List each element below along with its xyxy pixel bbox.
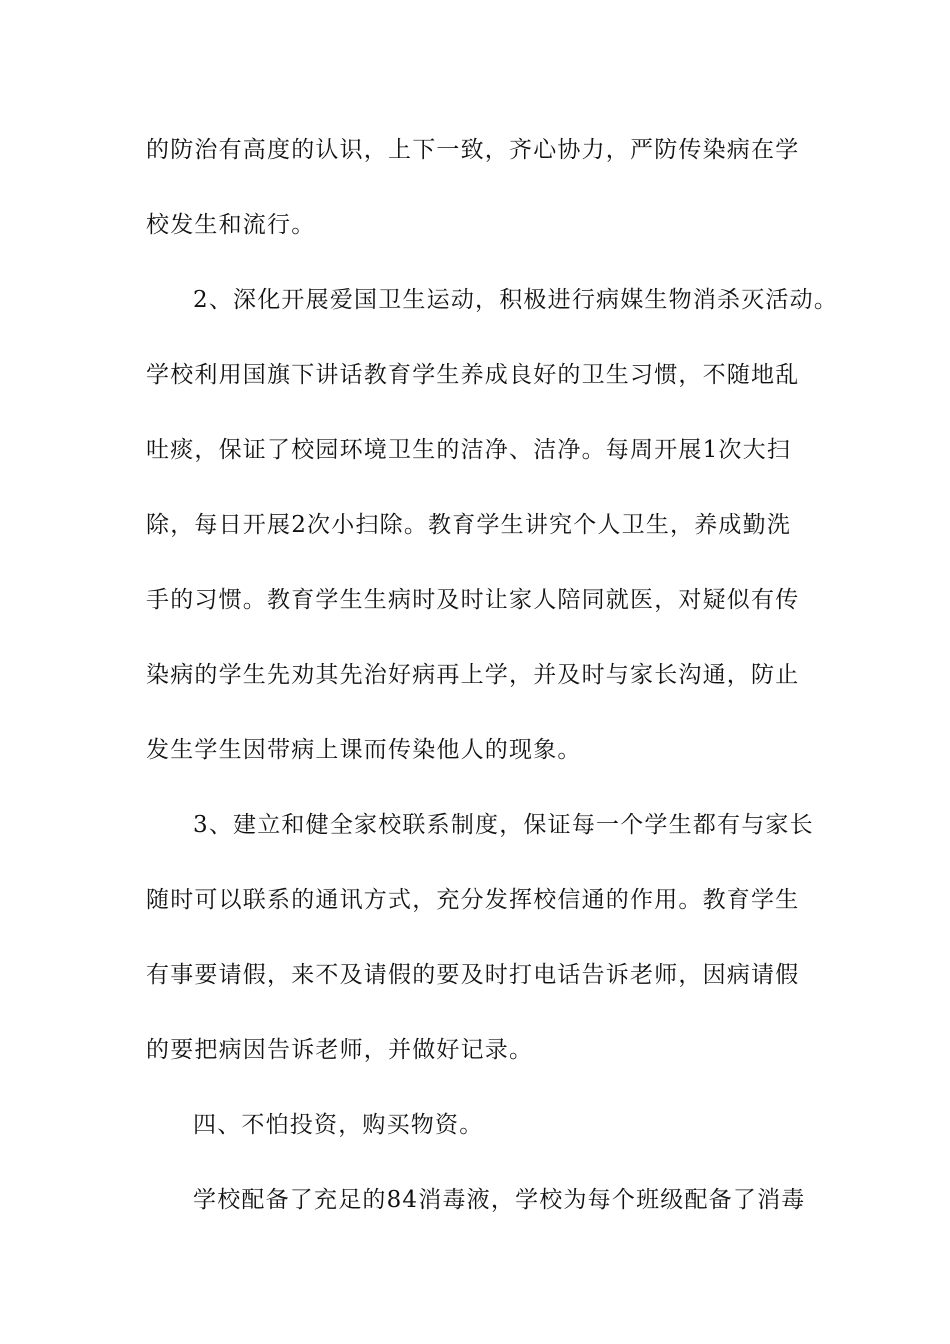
- text-line-4: 学校利用国旗下讲话教育学生养成良好的卫生习惯，不随地乱: [146, 362, 800, 388]
- text-line-12: 有事要请假，来不及请假的要及时打电话告诉老师，因病请假: [146, 962, 800, 988]
- paragraph-3-heading-line: 3、建立和健全家校联系制度，保证每一个学生都有与家长: [193, 812, 814, 838]
- text-line-6: 除，每日开展2次小扫除。教育学生讲究个人卫生，养成勤洗: [146, 512, 792, 538]
- text-line-1: 的防治有高度的认识，上下一致，齐心协力，严防传染病在学: [146, 137, 800, 163]
- text-line-13: 的要把病因告诉老师，并做好记录。: [146, 1037, 534, 1063]
- section-four-heading: 四、不怕投资，购买物资。: [193, 1112, 484, 1138]
- paragraph-2-heading-line: 2、深化开展爱国卫生运动，积极进行病媒生物消杀灭活动。: [193, 287, 839, 313]
- text-line-15: 学校配备了充足的84消毒液，学校为每个班级配备了消毒: [193, 1187, 806, 1213]
- text-line-8: 染病的学生先劝其先治好病再上学，并及时与家长沟通，防止: [146, 662, 800, 688]
- text-line-2: 校发生和流行。: [146, 212, 316, 238]
- text-line-5: 吐痰，保证了校园环境卫生的洁净、洁净。每周开展1次大扫: [146, 437, 792, 463]
- text-line-11: 随时可以联系的通讯方式，充分发挥校信通的作用。教育学生: [146, 887, 800, 913]
- text-line-9: 发生学生因带病上课而传染他人的现象。: [146, 737, 582, 763]
- text-line-7: 手的习惯。教育学生生病时及时让家人陪同就医，对疑似有传: [146, 587, 800, 613]
